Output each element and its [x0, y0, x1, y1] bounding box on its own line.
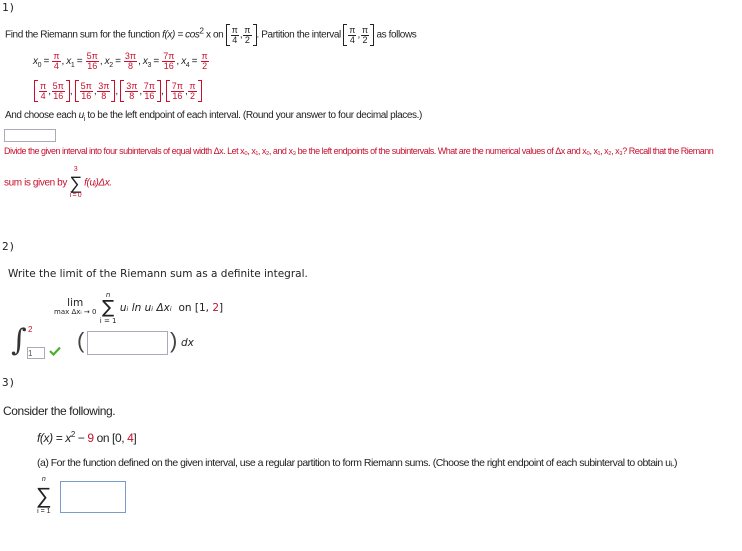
q1-x-on: x on	[203, 29, 224, 41]
frac-den: 16	[144, 90, 155, 101]
integrand-input[interactable]	[87, 331, 168, 355]
partition-points	[33, 52, 210, 71]
q3-sigma	[36, 476, 52, 516]
on-label: on	[178, 302, 192, 314]
u-var: u	[78, 110, 84, 121]
interval-close: ]	[219, 302, 224, 314]
frac-den: 2	[244, 34, 250, 45]
frac-num: π	[40, 80, 47, 91]
frac-den: 4	[349, 34, 355, 45]
q1-answer-input[interactable]	[4, 129, 56, 142]
q1-exponent: 2	[199, 26, 204, 36]
frac-den: 4	[232, 34, 238, 45]
frac-num: π	[231, 24, 238, 35]
sigma-icon: n ∑ i = 1	[36, 476, 52, 515]
subinterval: $\frac{7\pi}{16}$ , $\frac{\pi}{2}$	[166, 86, 202, 97]
frac-num: π	[53, 51, 60, 61]
q3-interval-b: 4	[127, 431, 134, 445]
point-sub: 2	[109, 62, 113, 70]
frac-num: π	[244, 24, 251, 35]
frac-den: 2	[202, 61, 208, 71]
subinterval: $\frac{\pi}{4}$ , $\frac{5\pi}{16}$ ,	[34, 86, 75, 97]
point-label: x	[66, 56, 71, 68]
frac-den: 8	[129, 90, 135, 101]
frac-num: 7π	[171, 80, 183, 91]
frac-den: 16	[53, 90, 64, 101]
sum-upper: n	[105, 291, 111, 299]
q2-limit-expression	[54, 291, 223, 325]
q1-intro: Find the Riemann sum for the function	[5, 29, 160, 41]
sum-upper: 3	[73, 166, 78, 173]
q3-exponent: 2	[70, 430, 75, 439]
frac-den: 2	[189, 90, 195, 101]
point-sub: 3	[147, 62, 151, 70]
interval-open: [1,	[194, 302, 213, 314]
q1-instructions	[5, 110, 422, 123]
question-3-number: 3)	[2, 376, 16, 389]
point-label: x	[142, 56, 148, 68]
subintervals	[34, 80, 202, 102]
q1-hint-sum	[4, 166, 112, 200]
point-label: x	[104, 56, 110, 68]
choose-text-b: to be the left endpoint of each interval. (Round your answer to four decimal places.)	[85, 110, 422, 121]
frac-den: 8	[128, 61, 134, 71]
q1-partition-text: . Partition the interval	[256, 29, 341, 41]
frac-den: 2	[362, 34, 368, 45]
frac-num: 3π	[126, 80, 138, 91]
point-sub: 4	[185, 62, 190, 70]
dx-label: dx	[181, 337, 194, 349]
frac-den: 4	[40, 90, 46, 101]
integral-icon: ∫	[11, 323, 27, 358]
frac-den: 16	[163, 61, 174, 71]
q1-function: f(x) = cos	[162, 29, 200, 41]
u-sub: i	[83, 116, 85, 123]
sum-lower: i = 1	[37, 508, 51, 515]
frac-den: 16	[172, 90, 183, 101]
q1-as-follows: as follows	[376, 29, 417, 41]
choose-text-a: And choose each	[5, 110, 79, 121]
partition-point: $x_4$ = $\frac{\pi}{2}$	[181, 51, 208, 71]
q3-answer-input[interactable]	[60, 481, 126, 513]
integral-upper-limit: 2	[28, 325, 33, 334]
partition-point: $x_3$ = $\frac{7\pi}{16}$ ,	[142, 51, 182, 71]
partition-point: $x_1$ = $\frac{5\pi}{16}$ ,	[66, 51, 105, 71]
integral-lower-limit-input[interactable]	[27, 347, 45, 359]
subinterval: $\frac{3\pi}{8}$ , $\frac{7\pi}{16}$ ,	[120, 86, 166, 97]
sum-upper: n	[41, 476, 46, 483]
sum-lower: i = 1	[99, 317, 117, 325]
frac-num: 7π	[143, 80, 156, 91]
hint-sum-prefix: sum is given by	[4, 177, 67, 189]
q3-close: ]	[133, 431, 137, 445]
frac-num: 5π	[80, 80, 92, 91]
q3-minus: −	[74, 431, 88, 445]
frac-num: π	[349, 24, 356, 35]
q1-hint-text: Divide the given interval into four subintervals of equal width Δx. Let x₀, x₁, x₂, and x₃ be the left endpoints of the subintervals. What are the numerical values of Δx and x₀, x₁, x₂, x₃? Recall that the Riemann	[4, 146, 714, 156]
point-label: x	[33, 56, 38, 68]
subinterval: $\frac{5\pi}{16}$ , $\frac{3\pi}{8}$ ,	[75, 86, 121, 97]
sum-body: uᵢ ln uᵢ Δxᵢ	[119, 302, 172, 314]
q1-statement: Find the Riemann sum for the function $f(x) = \cos^2 x$ on $\frac{\pi}{4}$ , $\frac{\pi}{2}$ . Partition the interval $\frac{\pi}{4}$ , $\frac{\pi}{2}$ as follows	[5, 24, 417, 45]
q2-prompt: Write the limit of the Riemann sum as a definite integral.	[8, 268, 308, 280]
sigma-icon: n ∑ i = 1	[99, 291, 117, 325]
lim-sub: max Δxᵢ → 0	[54, 308, 97, 316]
frac-num: π	[201, 51, 208, 61]
frac-num: 3π	[124, 51, 137, 61]
interval-b: 2	[212, 302, 220, 314]
point-sub: 0	[37, 62, 42, 70]
sigma-icon: 3 ∑ i = 0	[69, 166, 82, 199]
paren-open: (	[77, 328, 85, 353]
frac-den: 16	[81, 90, 92, 101]
frac-num: 5π	[52, 80, 64, 91]
point-label: x	[181, 56, 186, 68]
frac-den: 16	[87, 61, 98, 71]
frac-num: 7π	[163, 51, 175, 61]
point-sub: 1	[70, 62, 75, 70]
q3-prompt: Consider the following.	[3, 404, 116, 418]
frac-den: 8	[101, 90, 107, 101]
q3-constant: 9	[87, 431, 94, 445]
question-2-number: 2)	[2, 240, 16, 253]
frac-den: 4	[53, 61, 59, 71]
partition-point: $x_0$ = $\frac{\pi}{4}$ ,	[33, 51, 67, 71]
check-icon	[49, 346, 61, 356]
frac-num: π	[189, 80, 196, 91]
sum-lower: i = 0	[69, 192, 82, 199]
paren-close: )	[170, 328, 178, 353]
q3-fx: f(x) = x	[37, 431, 71, 445]
frac-num: 3π	[98, 80, 110, 91]
q3-function	[37, 430, 136, 445]
question-1-number: 1)	[2, 1, 16, 14]
q3-part-a: (a) For the function defined on the given interval, use a regular partition to form Riemann sums. (Choose the right endpoint of each subinterval to obtain uᵢ.)	[37, 457, 678, 469]
frac-num: π	[361, 24, 369, 35]
q3-on: on [0,	[93, 431, 128, 445]
hint-sum-body: f(uᵢ)Δx.	[84, 177, 112, 189]
lim-label: lim	[67, 297, 84, 309]
partition-point: $x_2$ = $\frac{3\pi}{8}$ ,	[104, 51, 143, 71]
frac-num: 5π	[86, 51, 98, 61]
